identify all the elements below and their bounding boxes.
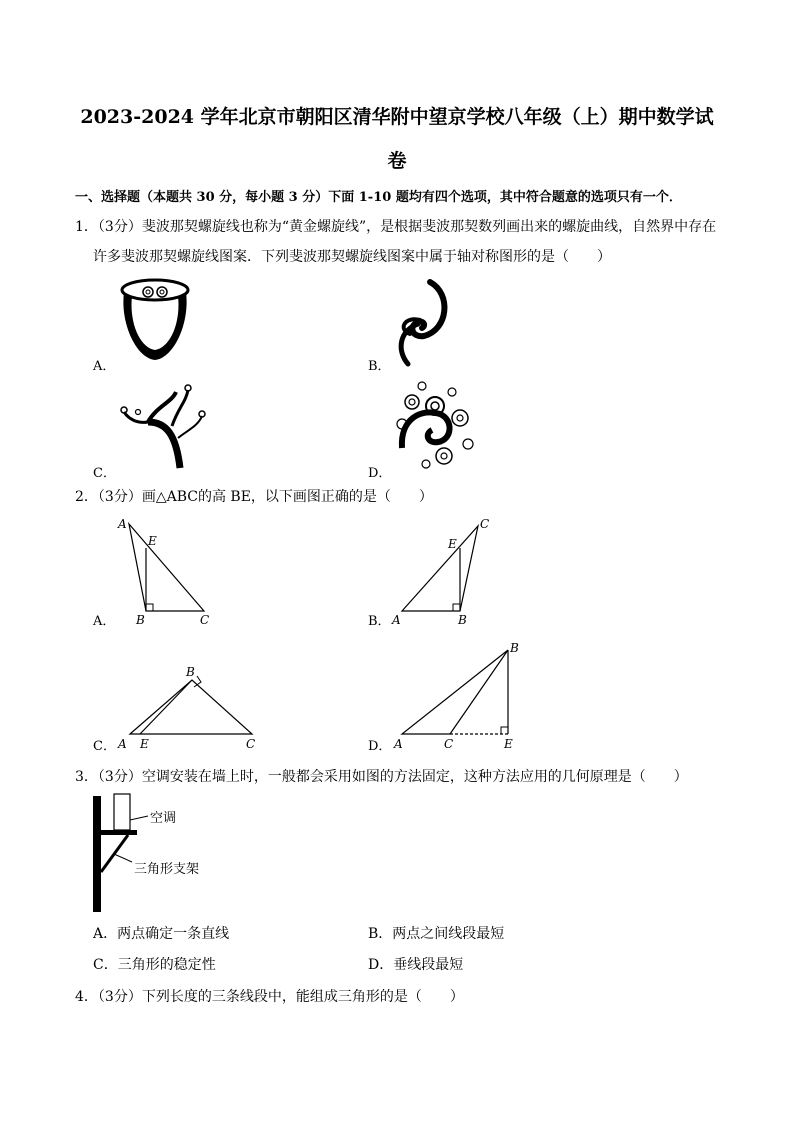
- section-heading: 一、选择题（本题共 30 分，每小题 3 分）下面 1-10 题均有四个选项，其中符合题意的选项只有一个．: [75, 190, 682, 205]
- q3-figure: [90, 792, 230, 917]
- q2d-label-e: E: [504, 737, 513, 751]
- q3-option-c: C．三角形的稳定性: [93, 957, 216, 973]
- q1-stem-line1: 1．（3分）斐波那契螺旋线也称为“黄金螺旋线”，是根据斐波那契数列画出来的螺旋曲线，自然界中存在: [75, 219, 717, 235]
- title-line-1: 2023-2024 学年北京市朝阳区清华附中望京学校八年级（上）期中数学试: [80, 106, 714, 128]
- q2c-label-a: A: [118, 737, 127, 751]
- q2a-label-a: A: [118, 517, 127, 531]
- q1-option-d-label: D．: [368, 466, 392, 481]
- q1-stem-line2: 许多斐波那契螺旋线图案．下列斐波那契螺旋线图案中属于轴对称图形的是（ ）: [93, 249, 611, 265]
- q1-figure-a: [118, 278, 193, 368]
- q2-option-b-label: B．: [368, 614, 391, 629]
- q2b-label-c: C: [480, 517, 490, 531]
- q1-option-a-label: A．: [93, 359, 116, 374]
- q3-option-d: D．垂线段最短: [368, 957, 464, 973]
- q2-option-c-label: C．: [93, 739, 116, 754]
- q2-figure-a: [112, 514, 222, 629]
- q2c-label-b: B: [186, 665, 195, 679]
- q2-stem: 2．（3分）画△ABC的高 BE，以下画图正确的是（ ）: [75, 489, 433, 505]
- q2c-label-e: E: [140, 737, 149, 751]
- q2-option-d-label: D．: [368, 739, 392, 754]
- q2c-label-c: C: [246, 737, 256, 751]
- q2d-label-b: B: [510, 641, 519, 655]
- q3-option-b: B．两点之间线段最短: [368, 926, 505, 942]
- q3-label-bracket: 三角形支架: [134, 862, 200, 877]
- q3-label-aircon: 空调: [150, 811, 177, 826]
- q2d-label-a: A: [394, 737, 403, 751]
- q2-figure-b: [388, 514, 498, 629]
- q2-figure-d: [388, 638, 528, 753]
- q2-option-a-label: A．: [93, 614, 116, 629]
- title-line-2: 卷: [387, 150, 407, 172]
- q1-figure-d: [392, 378, 478, 470]
- q2b-label-a: A: [392, 613, 401, 627]
- q1-option-b-label: B．: [368, 359, 391, 374]
- q2d-label-c: C: [444, 737, 454, 751]
- q2-figure-c: [112, 662, 262, 752]
- q2a-label-b: B: [136, 613, 145, 627]
- q2a-label-c: C: [200, 613, 210, 627]
- q1-figure-c: [118, 382, 208, 472]
- q1-option-c-label: C．: [93, 466, 116, 481]
- page-title: [60, 95, 734, 183]
- q4-stem: 4．（3分）下列长度的三条线段中，能组成三角形的是（ ）: [75, 989, 464, 1005]
- q3-option-a: A．两点确定一条直线: [93, 926, 230, 942]
- q3-stem: 3．（3分）空调安装在墙上时，一般都会采用如图的方法固定，这种方法应用的几何原理是（ ）: [75, 769, 688, 785]
- q2a-label-e: E: [148, 534, 157, 548]
- q1-figure-b: [390, 280, 456, 368]
- q2b-label-e: E: [448, 537, 457, 551]
- q2b-label-b: B: [458, 613, 467, 627]
